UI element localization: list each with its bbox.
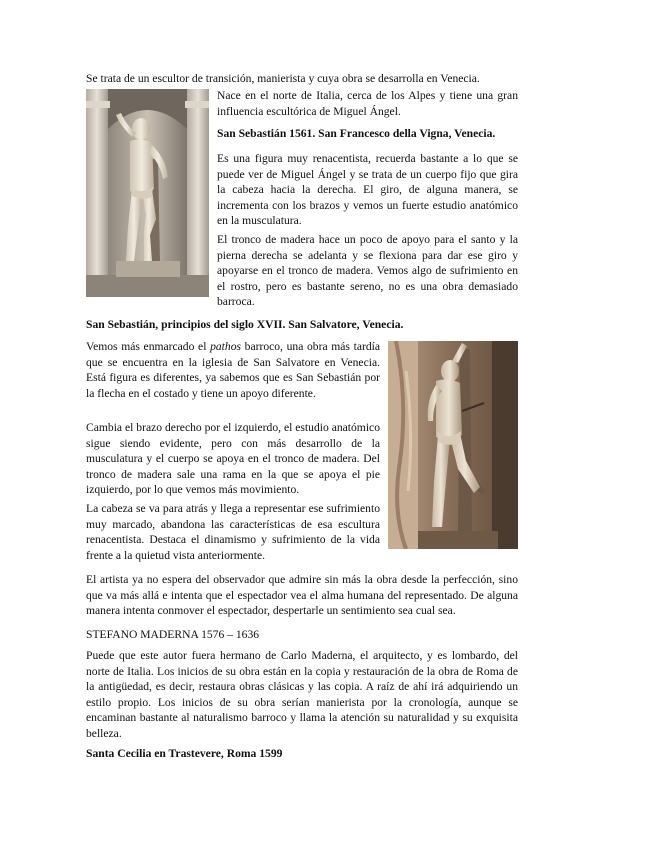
intro-continuation: Nace en el norte de Italia, cerca de los Alpes y tiene una gran influencia escultórica de Miguel Ángel.	[217, 89, 518, 118]
section2-p1-emphasis: pathos	[210, 340, 241, 353]
heading-santa-cecilia: Santa Cecilia en Trastevere, Roma 1599	[86, 747, 283, 760]
section2-paragraph-3: La cabeza se va para atrás y llega a representar ese sufrimiento muy marcado, abandona las características de esa escultura renacentista. Destaca el dinamismo y sufrimiento de la vida frente a la quietud vista anteriormente.	[86, 502, 380, 562]
san-sebastian-1561-photo	[86, 89, 209, 297]
section1-paragraph-2: El tronco de madera hace un poco de apoyo para el santo y la pierna derecha se adelanta y se flexiona para dar ese giro y apoyarse en el tronco de madera. Vemos algo de sufrimiento en el rostro, pero es bastante sereno, no es una obra demasiado barroca.	[217, 233, 518, 309]
intro-line: Se trata de un escultor de transición, manierista y cuya obra se desarrolla en Venecia.	[86, 72, 480, 85]
section3-paragraph-1: Puede que este autor fuera hermano de Carlo Maderna, el arquitecto, y es lombardo, del norte de Italia. Los inicios de su obra están en la copia y restauración de la obra de Roma de la antigüedad, es decir, restaura obras clásicas y las copia. A raíz de ahí irá adquiriendo un estilo propio. Los inicios de su obra serían manierista por la cronología, aunque se encaminan bastante al naturalismo barroco y llama la atención su naturalidad y su exquisita belleza.	[86, 649, 518, 740]
section2-p1-text-a: Vemos más enmarcado el	[86, 340, 211, 353]
section2-paragraph-1	[86, 339, 380, 401]
section2-paragraph-2: Cambia el brazo derecho por el izquierdo, el estudio anatómico sigue siendo evidente, pero con más desarrollo de la musculatura y el cuerpo se apoya en el tronco de madera. Del tronco de madera sale una rama en la que se apoya el pie izquierdo, por lo que vemos más movimiento.	[86, 421, 380, 497]
heading-stefano-maderna: STEFANO MADERNA 1576 – 1636	[86, 628, 260, 641]
heading-san-sebastian-1561: San Sebastián 1561. San Francesco della Vigna, Venecia.	[217, 127, 496, 140]
heading-san-sebastian-xvii: San Sebastián, principios del siglo XVII. San Salvatore, Venecia.	[86, 318, 404, 331]
section2-p1-text-b: barroco, una obra más tardía que se encuentra en la iglesia de San Salvatore en Venecia. Está figura es diferentes, ya sabemos que es San Sebastián por la flecha en el costado y tiene un apoyo diferente.	[86, 340, 380, 400]
san-sebastian-xvii-photo	[388, 341, 518, 549]
section1-paragraph-1: Es una figura muy renacentista, recuerda bastante a lo que se puede ver de Miguel Ángel y se trata de un cuerpo fijo que gira la cabeza hacia la derecha. El giro, de alguna manera, se incrementa con los brazos y vemos un fuerte estudio anatómico en la musculatura.	[217, 152, 518, 228]
section2-paragraph-4: El artista ya no espera del observador que admire sin más la obra desde la perfección, sino que va más allá e intenta que el espectador vea el alma humana del representado. De alguna manera intenta conmover el espectador, despertarle un sentimiento sea cual sea.	[86, 573, 518, 618]
